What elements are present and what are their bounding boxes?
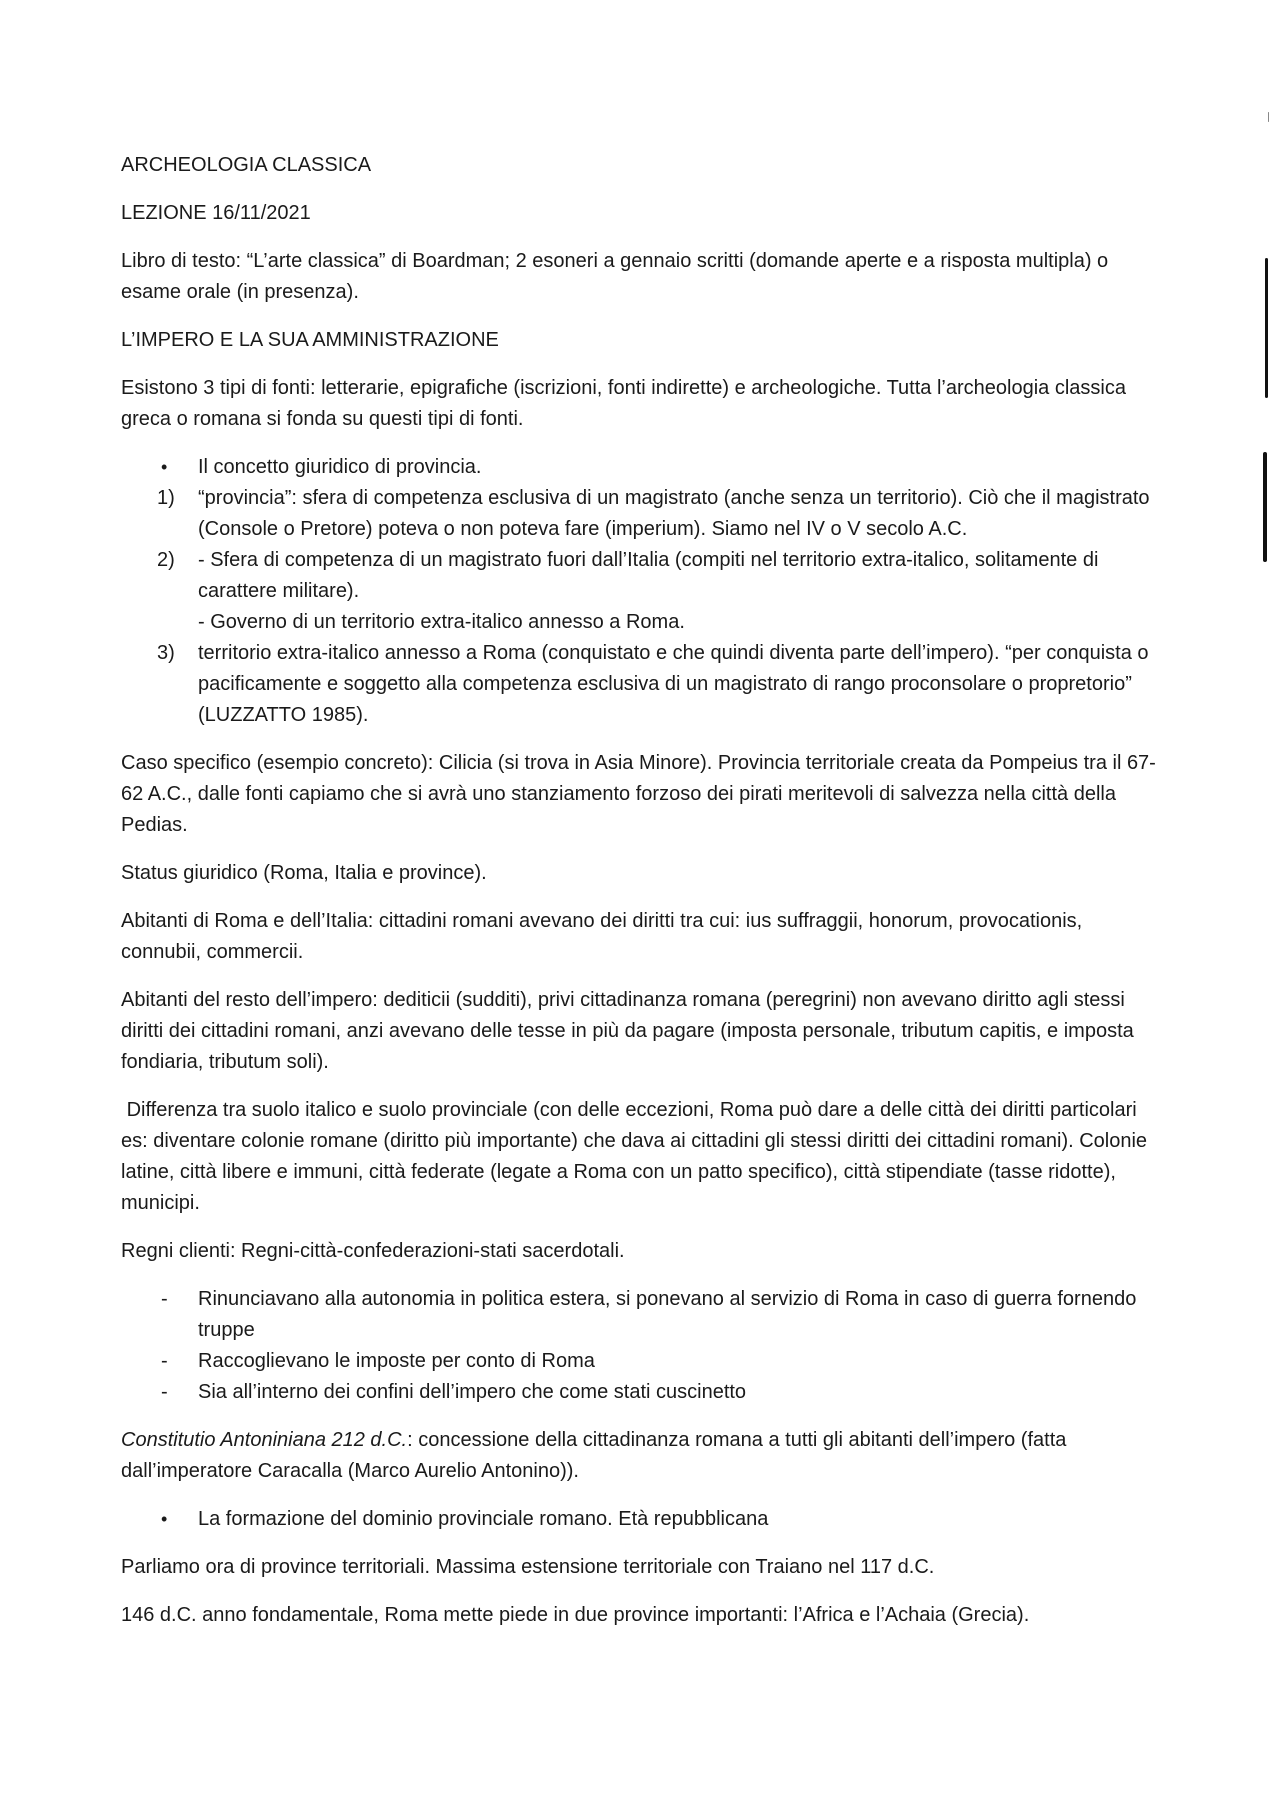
list-item [121, 1346, 1161, 1377]
dash-marker: - [161, 1350, 168, 1372]
bullet-text: Il concetto giuridico di provincia. [198, 456, 482, 478]
numbered-list [121, 483, 1161, 731]
list-number: 1) [157, 487, 175, 509]
list-item [121, 1504, 1161, 1535]
bullet-text: La formazione del dominio provinciale romano. Età repubblicana [198, 1508, 769, 1530]
provinces-paragraph: Parliamo ora di province territoriali. Massima estensione territoriale con Traiano nel 117 d.C. [121, 1556, 935, 1578]
constitutio-title: Constitutio Antoniniana 212 d.C. [121, 1429, 408, 1451]
scan-mark [1263, 452, 1267, 562]
status-paragraph: Status giuridico (Roma, Italia e province). [121, 862, 487, 884]
list-item [121, 1284, 1161, 1346]
constitutio-paragraph [121, 1425, 1161, 1487]
year-paragraph: 146 d.C. anno fondamentale, Roma mette piede in due province importanti: l’Africa e l’Achaia (Grecia). [121, 1604, 1030, 1626]
cilicia-paragraph: Caso specifico (esempio concreto): Cilicia (si trova in Asia Minore). Provincia territoriale creata da Pompeius tra il 67-62 A.C., dalle fonti capiamo che si avrà uno stanziamento forzoso dei pirati meritevoli di salvezza nella città della Pedias. [121, 752, 1156, 836]
list-item-text: Raccoglievano le imposte per conto di Roma [198, 1350, 595, 1372]
list-item-text: Rinunciavano alla autonomia in politica estera, si ponevano al servizio di Roma in caso di guerra fornendo truppe [198, 1288, 1137, 1341]
list-item [121, 452, 1161, 483]
dash-list [121, 1284, 1161, 1408]
list-number: 2) [157, 549, 175, 571]
empire-inhabitants-paragraph: Abitanti del resto dell’impero: dediticii (sudditi), privi cittadinanza romana (peregrini) non avevano diritto agli stessi diritti dei cittadini romani, anzi avevano delle tesse in più da pagare (imposta personale, tributum capitis, e imposta fondiaria, tributum soli). [121, 989, 1134, 1073]
scan-mark [1268, 112, 1269, 122]
bullet-list [121, 452, 1161, 483]
list-item-text: Sia all’interno dei confini dell’impero che come stati cuscinetto [198, 1381, 747, 1403]
section-heading: L’IMPERO E LA SUA AMMINISTRAZIONE [121, 329, 499, 351]
bullet-icon: • [161, 457, 168, 477]
list-item [121, 483, 1161, 545]
difference-paragraph: Differenza tra suolo italico e suolo provinciale (con delle eccezioni, Roma può dare a delle città dei diritti particolari es: diventare colonie romane (diritto più importante) che dava ai cittadini gli stessi diritti dei cittadini romani). Colonie latine, città libere e immuni, città federate (legate a Roma con un patto specifico), città stipendiate (tasse ridotte), municipi. [121, 1099, 1153, 1214]
list-item-text: “provincia”: sfera di competenza esclusiva di un magistrato (anche senza un territorio). Ciò che il magistrato (Console o Pretore) poteva o non poteva fare (imperium). Siamo nel IV o V secolo A.C. [198, 487, 1150, 540]
list-item-subtext: - Governo di un territorio extra-italico annesso a Roma. [198, 611, 685, 633]
list-item [121, 545, 1161, 638]
rome-inhabitants-paragraph: Abitanti di Roma e dell’Italia: cittadini romani avevano dei diritti tra cui: ius suffraggii, honorum, provocationis, connubii, commercii. [121, 910, 1083, 963]
constitutio-text: : concessione della cittadinanza romana a tutti gli abitanti dell’impero (fatta dall’imperatore Caracalla (Marco Aurelio Antonino)). [121, 1429, 1067, 1482]
document-title: ARCHEOLOGIA CLASSICA [121, 154, 372, 176]
sources-paragraph: Esistono 3 tipi di fonti: letterarie, epigrafiche (iscrizioni, fonti indirette) e archeologiche. Tutta l’archeologia classica greca o romana si fonda su questi tipi di fonti. [121, 377, 1126, 430]
list-item-text: territorio extra-italico annesso a Roma (conquistato e che quindi diventa parte dell’impero). “per conquista o pacificamente e soggetto alla competenza esclusiva di un magistrato di rango proconsolare o propretorio” (LUZZATTO 1985). [198, 642, 1149, 726]
dash-marker: - [161, 1288, 168, 1310]
client-kingdoms-paragraph: Regni clienti: Regni-città-confederazioni-stati sacerdotali. [121, 1240, 625, 1262]
document-page [121, 150, 1161, 1648]
textbook-paragraph: Libro di testo: “L’arte classica” di Boardman; 2 esoneri a gennaio scritti (domande aperte e a risposta multipla) o esame orale (in presenza). [121, 250, 1109, 303]
list-item [121, 1377, 1161, 1408]
dash-marker: - [161, 1381, 168, 1403]
lesson-date: LEZIONE 16/11/2021 [121, 202, 311, 224]
list-item-text: - Sfera di competenza di un magistrato fuori dall’Italia (compiti nel territorio extra-italico, solitamente di carattere militare). [198, 549, 1099, 602]
bullet-list [121, 1504, 1161, 1535]
list-number: 3) [157, 642, 175, 664]
list-item [121, 638, 1161, 731]
scan-mark [1265, 258, 1268, 398]
bullet-icon: • [161, 1509, 168, 1529]
